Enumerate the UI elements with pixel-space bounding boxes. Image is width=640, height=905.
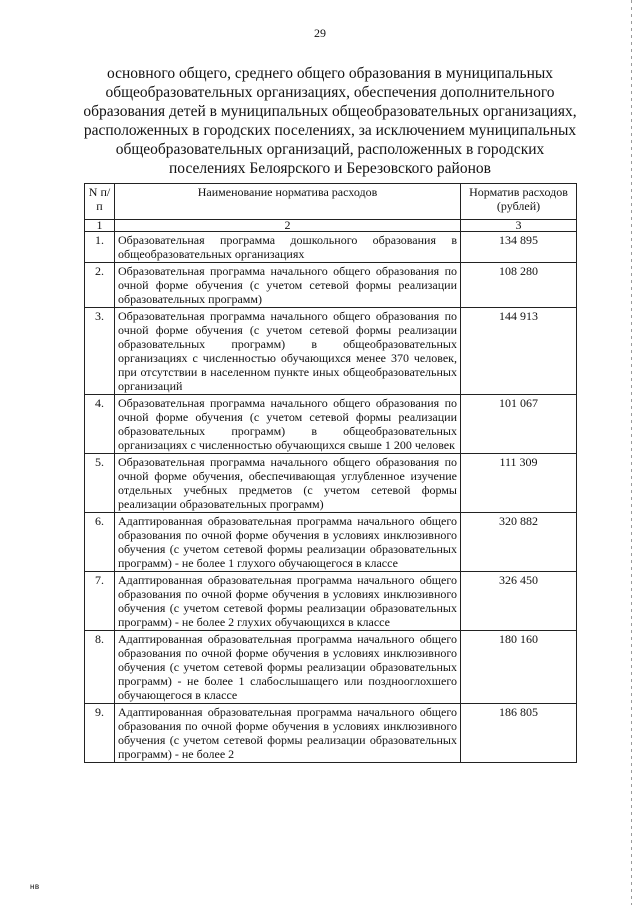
table-header-row: [85, 184, 577, 220]
row-number: 5.: [85, 454, 115, 513]
title-line: общеобразовательных организаций, расположенных в городских: [115, 141, 545, 158]
column-index: 2: [115, 220, 461, 232]
row-name: Адаптированная образовательная программа начального общего образования по очной форме обучения в условиях инклюзивного обучения (с учетом сетевой формы реализации образовательных программ) - не более 1 глухого обучающегося в классе: [115, 513, 461, 572]
column-index-row: [85, 220, 577, 232]
table-row: [85, 263, 577, 308]
row-name: Образовательная программа начального общего образования по очной форме обучения (с учетом сетевой формы реализации образовательных программ): [115, 263, 461, 308]
row-value: 144 913: [461, 308, 577, 395]
norms-table: [84, 183, 577, 763]
row-number: 4.: [85, 395, 115, 454]
table-row: [85, 513, 577, 572]
row-value: 108 280: [461, 263, 577, 308]
row-name: Образовательная программа дошкольного образования в общеобразовательных организациях: [115, 232, 461, 263]
row-value: 111 309: [461, 454, 577, 513]
row-number: 7.: [85, 572, 115, 631]
title-line: основного общего, среднего общего образования в муниципальных: [106, 65, 554, 82]
row-value: 320 882: [461, 513, 577, 572]
document-title: [80, 64, 580, 178]
title-line: общеобразовательных организациях, обеспечения дополнительного: [105, 84, 555, 101]
row-number: 8.: [85, 631, 115, 704]
row-value: 186 805: [461, 704, 577, 763]
table-row: [85, 395, 577, 454]
table-row: [85, 704, 577, 763]
row-value: 326 450: [461, 572, 577, 631]
row-value: 101 067: [461, 395, 577, 454]
table-row: [85, 232, 577, 263]
row-value: 180 160: [461, 631, 577, 704]
scan-edge-line: [631, 0, 632, 905]
row-name: Адаптированная образовательная программа начального общего образования по очной форме обучения в условиях инклюзивного обучения (с учетом сетевой формы реализации образовательных программ) - не более 2 глухих обучающихся в классе: [115, 572, 461, 631]
table-row: [85, 454, 577, 513]
row-number: 6.: [85, 513, 115, 572]
row-number: 1.: [85, 232, 115, 263]
header-number: N п/п: [85, 184, 115, 220]
page-number: 29: [314, 26, 326, 40]
column-index: 3: [461, 220, 577, 232]
header-value: Норматив расходов (рублей): [461, 184, 577, 220]
table-row: [85, 308, 577, 395]
row-name: Образовательная программа начального общего образования по очной форме обучения, обеспечивающая углубленное изучение отдельных учебных предметов (с учетом сетевой формы реализации образовательных программ): [115, 454, 461, 513]
column-index: 1: [85, 220, 115, 232]
header-name: Наименование норматива расходов: [115, 184, 461, 220]
row-number: 9.: [85, 704, 115, 763]
footer-mark: нв: [30, 882, 40, 891]
title-line: поселениях Белоярского и Березовского районов: [169, 160, 491, 177]
row-number: 2.: [85, 263, 115, 308]
row-name: Образовательная программа начального общего образования по очной форме обучения (с учетом сетевой формы реализации образовательных программ) в общеобразовательных организациях с численностью обучающихся менее 370 человек, при отсутствии в населенном пункте иных общеобразовательных организаций: [115, 308, 461, 395]
table-row: [85, 631, 577, 704]
row-name: Адаптированная образовательная программа начального общего образования по очной форме обучения в условиях инклюзивного обучения (с учетом сетевой формы реализации образовательных программ) - не более 1 слабослышащего или позднооглохшего обучающегося в классе: [115, 631, 461, 704]
title-line: расположенных в городских поселениях, за исключением муниципальных: [83, 122, 577, 139]
row-number: 3.: [85, 308, 115, 395]
row-name: Образовательная программа начального общего образования по очной форме обучения (с учетом сетевой формы реализации образовательных программ) в общеобразовательных организациях с численностью обучающихся свыше 1 200 человек: [115, 395, 461, 454]
title-line: образования детей в муниципальных общеобразовательных организациях,: [83, 103, 577, 120]
row-name: Адаптированная образовательная программа начального общего образования по очной форме обучения в условиях инклюзивного обучения (с учетом сетевой формы реализации образовательных программ) - не более 2: [115, 704, 461, 763]
table-row: [85, 572, 577, 631]
row-value: 134 895: [461, 232, 577, 263]
